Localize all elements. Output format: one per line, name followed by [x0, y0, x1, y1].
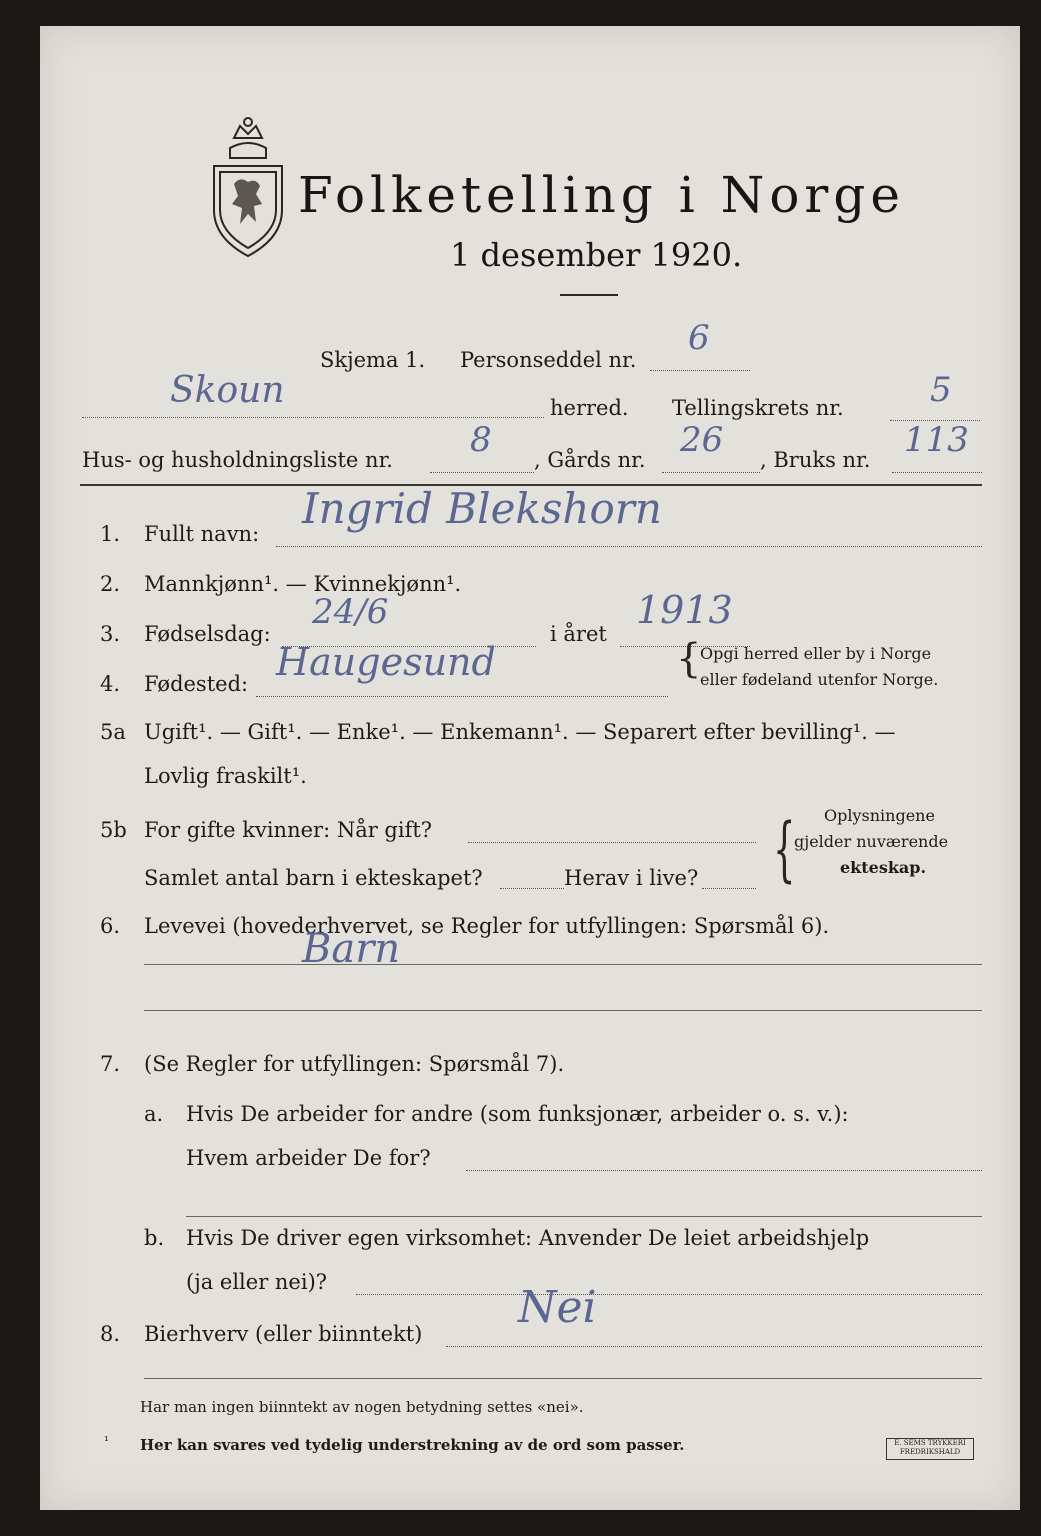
full-name-field[interactable] — [276, 546, 982, 547]
occupation-field[interactable] — [144, 964, 982, 965]
q2-number: 2. — [100, 572, 121, 596]
full-name-value: Ingrid Blekshorn — [302, 484, 662, 533]
q6-label: Levevei (hovederhvervet, se Regler for utfyllingen: Spørsmål 6). — [144, 914, 830, 938]
side-income-value: Nei — [518, 1282, 597, 1333]
q5b-number: 5b — [100, 818, 127, 842]
q8-number: 8. — [100, 1322, 121, 1346]
bruks-value: 113 — [904, 420, 969, 460]
printer-stamp-line-2: FREDRIKSHALD — [899, 1448, 961, 1456]
form-title: Folketelling i Norge — [298, 166, 905, 224]
hired-help-field[interactable] — [356, 1294, 982, 1295]
q7a-line-1: Hvis De arbeider for andre (som funksjonær, arbeider o. s. v.): — [186, 1102, 849, 1126]
q7-label: (Se Regler for utfyllingen: Spørsmål 7). — [144, 1052, 565, 1076]
personseddel-label: Personseddel nr. — [460, 348, 637, 372]
q5a-marital-options[interactable]: Ugift¹. — Gift¹. — Enke¹. — Enkemann¹. — Separert efter bevilling¹. — — [144, 720, 896, 744]
q4-number: 4. — [100, 672, 121, 696]
tellingskrets-label: Tellingskrets nr. — [672, 396, 844, 420]
q5a-marital-options-2[interactable]: Lovlig fraskilt¹. — [144, 764, 307, 788]
q7-number: 7. — [100, 1052, 121, 1076]
employer-field[interactable] — [466, 1170, 982, 1171]
title-divider — [560, 294, 618, 296]
q3-year-label: i året — [550, 622, 607, 646]
q7a-number: a. — [144, 1102, 164, 1126]
tellingskrets-value: 5 — [930, 370, 952, 410]
gards-field[interactable] — [662, 472, 760, 473]
married-when-field[interactable] — [468, 842, 756, 843]
printer-stamp — [886, 1438, 974, 1460]
herred-label: herred. — [550, 396, 629, 420]
occupation-field-2[interactable] — [144, 1010, 982, 1011]
birthplace-value: Haugesund — [276, 640, 496, 684]
q5b-note-line-3: ekteskap. — [840, 858, 927, 877]
q7a-line-2: Hvem arbeider De for? — [186, 1146, 431, 1170]
husholdning-field[interactable] — [430, 472, 534, 473]
herred-value: Skoun — [170, 370, 285, 411]
side-income-field[interactable] — [446, 1346, 982, 1347]
q4-note-brace: { — [676, 636, 702, 682]
employer-field-2[interactable] — [186, 1216, 982, 1217]
census-form-sheet — [40, 26, 1020, 1510]
footer-divider — [144, 1378, 982, 1379]
occupation-value: Barn — [302, 926, 401, 972]
q1-number: 1. — [100, 522, 121, 546]
q5b-children-label: Samlet antal barn i ekteskapet? — [144, 866, 483, 890]
schema-label: Skjema 1. — [320, 348, 426, 372]
herred-field[interactable] — [82, 417, 544, 418]
q3-number: 3. — [100, 622, 121, 646]
husholdning-label: Hus- og husholdningsliste nr. — [82, 448, 393, 472]
form-date: 1 desember 1920. — [450, 236, 743, 274]
q7b-number: b. — [144, 1226, 165, 1250]
q4-note-line-1: Opgi herred eller by i Norge — [700, 644, 932, 663]
q5b-note-line-1: Oplysningene — [824, 806, 935, 825]
birthplace-field[interactable] — [256, 696, 668, 697]
children-count-field[interactable] — [500, 888, 564, 889]
personseddel-field[interactable] — [650, 370, 750, 371]
husholdning-value: 8 — [470, 420, 492, 460]
birthday-value: 24/6 — [312, 592, 389, 632]
q7b-line-2: (ja eller nei)? — [186, 1270, 328, 1294]
q7b-line-1: Hvis De driver egen virksomhet: Anvender De leiet arbeidshjelp — [186, 1226, 870, 1250]
birth-year-value: 1913 — [636, 588, 733, 632]
norwegian-coat-of-arms-icon — [200, 110, 296, 264]
bruks-field[interactable] — [892, 472, 982, 473]
q5a-number: 5a — [100, 720, 126, 744]
gards-value: 26 — [680, 420, 724, 460]
children-alive-field[interactable] — [702, 888, 756, 889]
q6-number: 6. — [100, 914, 121, 938]
q3-label: Fødselsdag: — [144, 622, 271, 646]
bruks-label: , Bruks nr. — [760, 448, 871, 472]
q4-label: Fødested: — [144, 672, 249, 696]
q5b-married-when-label: For gifte kvinner: Når gift? — [144, 818, 433, 842]
q5b-note-line-2: gjelder nuværende — [794, 832, 949, 851]
q1-label: Fullt navn: — [144, 522, 260, 546]
footer-note: Har man ingen biinntekt av nogen betydning settes «nei». — [140, 1398, 584, 1416]
footnote-mark: ¹ — [104, 1434, 109, 1448]
q8-label: Bierhverv (eller biinntekt) — [144, 1322, 423, 1346]
q4-note-line-2: eller fødeland utenfor Norge. — [700, 670, 939, 689]
personseddel-value: 6 — [688, 318, 710, 358]
q5b-alive-label: Herav i live? — [564, 866, 699, 890]
q5b-note-brace: { — [773, 808, 796, 890]
gards-label: , Gårds nr. — [534, 448, 646, 472]
footnote-text: Her kan svares ved tydelig understrekning av de ord som passer. — [140, 1436, 685, 1454]
printer-stamp-line-1: E. SEMS TRYKKERI — [894, 1439, 966, 1447]
q2-gender-options[interactable]: Mannkjønn¹. — Kvinnekjønn¹. — [144, 572, 462, 596]
